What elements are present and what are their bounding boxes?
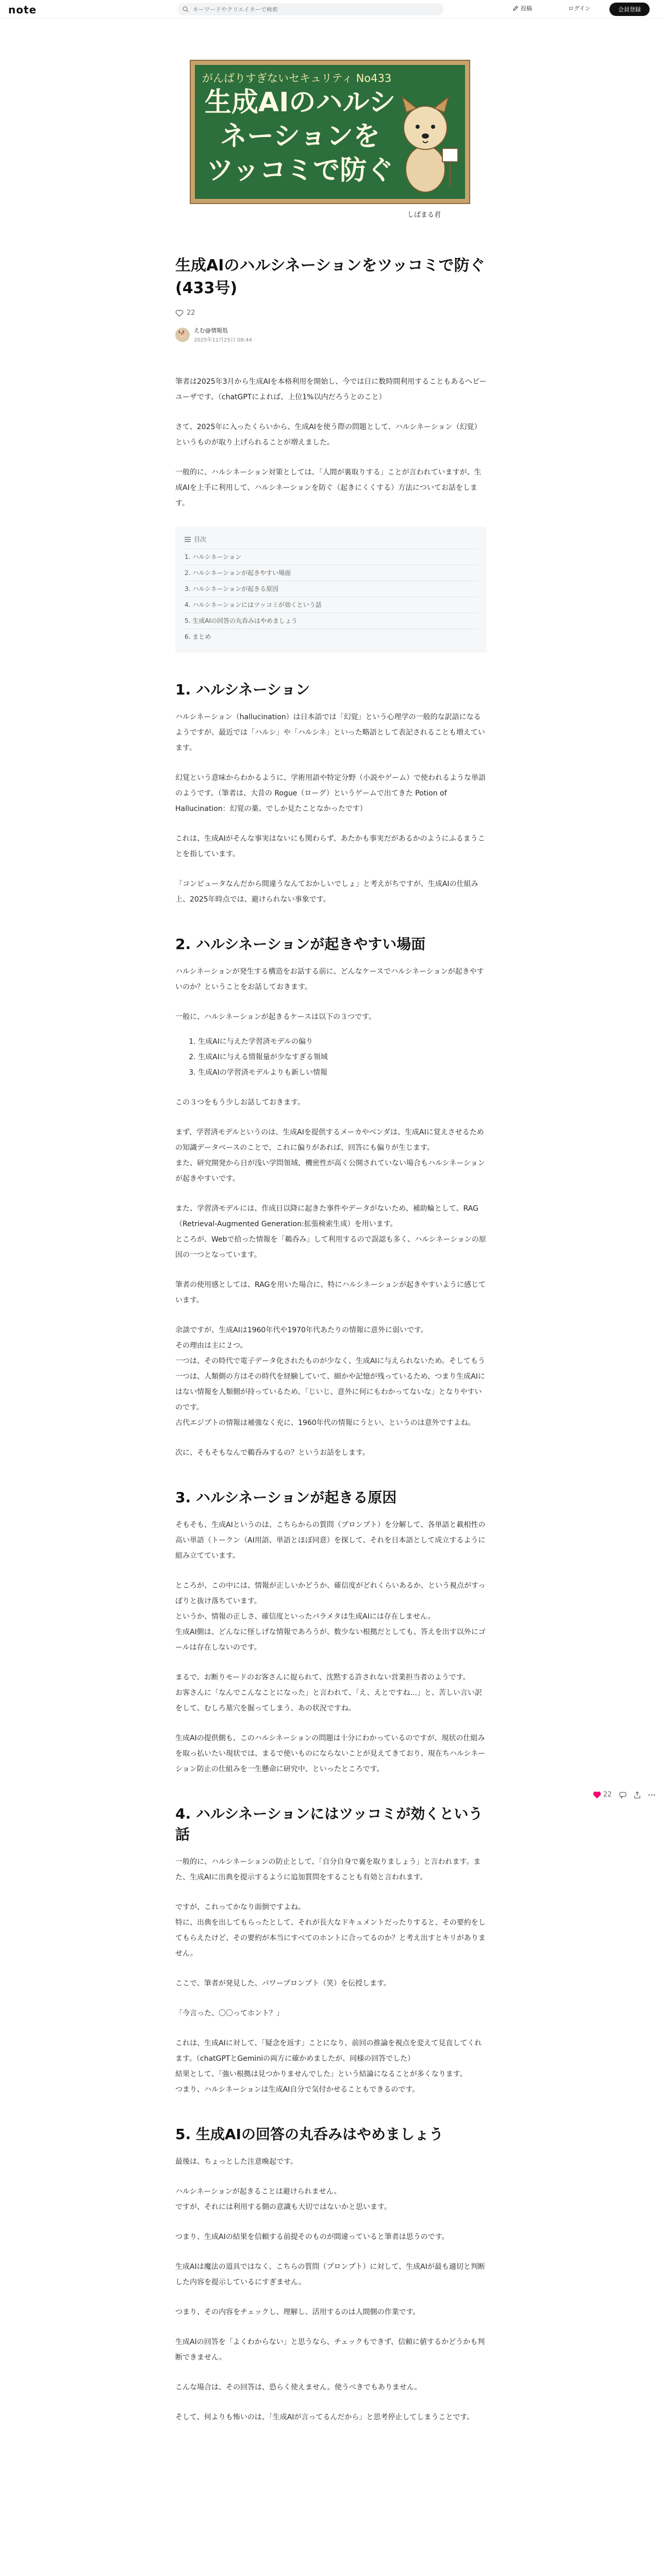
paragraph: 結果として、「強い根拠は見つかりませんでした」という結論になることが多くなります。 — [175, 2070, 467, 2078]
paragraph: ハルシネーションが発生する構造をお話する前に、どんなケースでハルシネーションが起きやすいのか？ということをお話しておきます。 — [175, 968, 484, 991]
avatar[interactable]: 🐕 — [175, 328, 190, 342]
section-heading: 5. 生成AIの回答の丸呑みはやめましょう — [175, 2126, 443, 2143]
toc-item[interactable]: 3. ハルシネーションが起きる原因 — [185, 581, 477, 597]
paragraph: 「今言った、〇〇ってホント？」 — [175, 2009, 284, 2018]
paragraph: 筆者は2025年3月から生成AIを本格利用を開始し、今では日に数時間利用することもあるヘビーユーザです。（chatGPTによれば、上位1%以内だろうとのこと） — [175, 378, 487, 401]
comment-icon[interactable] — [619, 1791, 626, 1799]
paragraph: ですが、これってかなり面倒ですよね。 — [175, 1903, 305, 1911]
heart-icon — [593, 1791, 601, 1799]
heart-icon[interactable] — [175, 310, 184, 317]
like-count: 22 — [187, 309, 195, 317]
paragraph: ハルシネーション（hallucination）は日本語では「幻覚」という心理学の一般的な訳語になるようですが、最近では「ハルシ」や「ハルシネ」といった略語として表記されることも増えています。 — [175, 713, 485, 752]
paragraph: 幻覚という意味からわかるように、学術用語や特定分野（小説やゲーム）で使われるような単語のようです。（筆者は、大昔の Rogue（ローグ）というゲームで出てきた Potion of Hallucination：幻覚の薬、でしか見たことなかったです） — [175, 774, 486, 813]
hero-title-line: 生成AIのハルシ — [204, 87, 396, 118]
paragraph: ここで、筆者が発見した、パワープロンプト（笑）を伝授します。 — [175, 1979, 391, 1988]
paragraph: これは、生成AIに対して、「疑念を返す」ことになり、前回の推論を視点を変えて見直してくれます。（chatGPTとGeminiの両方に確かめましたが、同様の回答でした） — [175, 2039, 482, 2063]
author-name[interactable]: えむ@情報処 — [194, 327, 228, 334]
cause-list — [175, 1034, 487, 1080]
login-button[interactable]: ログイン — [568, 5, 591, 12]
share-icon[interactable] — [634, 1791, 641, 1799]
list-item: 1. 生成AIに与えた学習済モデルの偏り — [198, 1034, 487, 1049]
paragraph: その理由は主に２つ。 — [175, 1342, 247, 1350]
section-heading: 2. ハルシネーションが起きやすい場面 — [175, 936, 426, 953]
paragraph: ハルシネーションが起きることは避けられません。 — [175, 2188, 341, 2196]
toc-item[interactable]: 4. ハルシネーションにはツッコミが効くという話 — [185, 597, 477, 613]
toc-item[interactable]: 2. ハルシネーションが起きやすい場面 — [185, 565, 477, 581]
paragraph: まず、学習済モデルというのは、生成AIを提供するメーカやベンダは、生成AIに覚えさせるための知識データベースのことで、これに偏りがあれば、回答にも偏りが生じます。 — [175, 1128, 484, 1152]
search-box[interactable] — [177, 3, 443, 15]
paragraph: また、研究開発から日が浅い学問領域、機密性が高く公開されていない場合もハルシネーションが起きやすいです。 — [175, 1159, 485, 1183]
paragraph: 特に、出典を出してもらったとして、それが長大なドキュメントだったりすると、その要約をしてもらえたけど、その要約が本当にすべてのホントに合ってるのか？と考え出すとキリがありません。 — [175, 1919, 486, 1958]
paragraph: まるで、お断りモードのお客さんに捉られて、沈黙する許されない営業担当者のようです。 — [175, 1673, 470, 1682]
paragraph: 一般的に、ハルシネーションの防止として、「自分自身で裏を取りましょう」と言われます。また、生成AIに出典を提示するように追加質問をすることも有効と言われます。 — [175, 1858, 481, 1882]
more-icon[interactable] — [648, 1791, 655, 1799]
hero-title-line: ネーションを — [220, 121, 380, 152]
paragraph: 一つは、その時代で電子データ化されたものが少なく、生成AIに与えられないため。そしてもう一つは、人類側の方はその時代を経験していて、細かや記憶が残っているため、つまり生成AIにはない情報を人類側が持っているため、「じいじ、意外に何にもわかってないな」となりやすいのです。 — [175, 1357, 485, 1412]
paragraph: ところが、この中には、情報が正しいかどうか、確信度がどれくらいあるか、という視点がすっぽりと抜け落ちています。 — [175, 1582, 486, 1605]
section-heading: 1. ハルシネーション — [175, 681, 310, 698]
hero-subtitle: がんばりすぎないセキュリティ No433 — [202, 72, 392, 84]
side-like-button[interactable] — [593, 1791, 612, 1799]
paragraph: 筆者の使用感としては、RAGを用いた場合に、特にハルシネーションが起きやすいように感じています。 — [175, 1281, 486, 1304]
list-icon — [185, 537, 191, 542]
section-heading: 3. ハルシネーションが起きる原因 — [175, 1489, 397, 1506]
toc-item[interactable]: 1. ハルシネーション — [185, 549, 477, 565]
mascot-dog-illustration — [387, 92, 464, 195]
paragraph: 一般に、ハルシネーションが起きるケースは以下の３つです。 — [175, 1013, 376, 1021]
paragraph: こんな場合は、その回答は、恐らく使えません。使うべきでもありません。 — [175, 2383, 422, 2392]
hero-image — [191, 61, 469, 222]
search-icon — [183, 6, 189, 12]
paragraph: ですが、それには利用する側の意識も大切ではないかと思います。 — [175, 2203, 391, 2211]
publish-date: 2025年11月25日 08:44 — [194, 337, 252, 343]
list-item: 3. 生成AIの学習済モデルよりも新しい情報 — [198, 1065, 487, 1080]
toc-item[interactable]: 5. 生成AIの回答の丸呑みはやめましょう — [185, 613, 477, 629]
paragraph: 最後は、ちょっとした注意喚起です。 — [175, 2158, 297, 2166]
paragraph: 生成AIの回答を「よくわからない」と思うなら、チェックもできず、信頼に値するかどうかも判断できません。 — [175, 2338, 485, 2362]
paragraph: つまり、ハルシネーションは生成AI自分で気付かせることもできるのです。 — [175, 2086, 420, 2094]
paragraph: そもそも、生成AIというのは、こちらからの質問（プロンプト）を分解して、各単語と載相性の高い単語（トークン（AI用語、単語とほぼ同意）を探して、それを日本語として成立するように組み立てています。 — [175, 1521, 486, 1560]
toc-item[interactable]: 6. まとめ — [185, 629, 477, 645]
hero-title-line: ツッコミで防ぐ — [206, 155, 394, 186]
post-label: 投稿 — [521, 5, 532, 12]
paragraph: 余談ですが、生成AIは1960年代や1970年代あたりの情報に意外に弱いです。 — [175, 1326, 428, 1334]
paragraph: 生成AI側は、どんなに怪しげな情報であろうが、数少ない根拠だとしても、答えを出す以外にゴールは存在しないのです。 — [175, 1628, 486, 1652]
list-item: 2. 生成AIに与える情報量が少なすぎる領域 — [198, 1049, 487, 1065]
paragraph: つまり、生成AIの結果を信頼する前提そのものが間違っていると筆者は思うのです。 — [175, 2233, 449, 2241]
section-heading: 4. ハルシネーションにはツッコミが効くという話 — [175, 1805, 483, 1843]
search-input[interactable] — [193, 6, 430, 13]
pencil-icon — [512, 5, 519, 11]
hero-caption: しばまる君 — [407, 211, 441, 219]
paragraph: 「コンピュータなんだから間違うなんておかしいでしょ」と考えがちですが、生成AIの仕組み上、2025年時点では、避けられない事象です。 — [175, 880, 478, 904]
paragraph: というか、情報の正しさ、確信度といったパラメタは生成AIには存在しません。 — [175, 1613, 435, 1621]
paragraph: お客さんに「なんでこんなことになった」と言われて、「え、えとですね...」と、苦しい言い訳をして、むしろ墓穴を掘ってしまう、あの状況ですね。 — [175, 1689, 482, 1713]
like-row — [175, 309, 487, 317]
paragraph: 生成AIは魔法の道具ではなく、こちらの質問（プロンプト）に対して、生成AIが最も適切と判断した内容を提示しているにすぎません。 — [175, 2263, 485, 2286]
paragraph: さて、2025年に入ったくらいから、生成AIを使う際の問題として、ハルシネーション（幻覚）というものが取り上げられることが増えました。 — [175, 423, 482, 447]
toc-label: 目次 — [194, 536, 207, 543]
paragraph: また、学習済モデルには、作成日以降に起きた事件やデータがないため、補助輪として、RAG（Retrieval-Augmented Generation:拡張検索生成）を用います。 — [175, 1205, 478, 1228]
register-button[interactable]: 会員登録 — [609, 3, 650, 16]
paragraph: 生成AIの提供側も、このハルシネーションの問題は十分にわかっているのですが、現状の仕組みを取っ払いたい現状では、まるで使いものにならないことが見えてきており、現在ちハルシネーション防止の仕組みを一生懸命に研究中、といったところです。 — [175, 1734, 486, 1773]
toc-header[interactable] — [185, 535, 477, 544]
paragraph: つまり、その内容をチェックし、理解し、活用するのは人間側の作業です。 — [175, 2308, 420, 2316]
paragraph: そして、何よりも怖いのは、「生成AIが言ってるんだから」と思考停止してしまうことです。 — [175, 2413, 474, 2421]
paragraph: 古代エジプトの情報は補強なく充に、1960年代の情報にうとい、というのは意外ですよね。 — [175, 1419, 475, 1427]
paragraph: これは、生成AIがそんな事実はないにも関わらず、あたかも事実だがあるかのようにふるまうことを指しています。 — [175, 835, 485, 858]
paragraph: 次に、そもそもなんで鵜呑みするの？というお話をします。 — [175, 1449, 370, 1457]
paragraph: ところが、Webで拾った情報を「鵜呑み」して利用するので誤認も多く、ハルシネーションの原因の一つとなっています。 — [175, 1235, 486, 1259]
floating-actions — [593, 1791, 655, 1799]
post-button[interactable] — [512, 4, 532, 12]
top-bar — [0, 0, 662, 19]
paragraph: この３つをもう少しお話しておきます。 — [175, 1098, 305, 1107]
paragraph: 一般的に、ハルシネーション対策としては、「人間が裏取りする」ことが言われていますが、生成AIを上手に利用して、ハルシネーションを防ぐ（起きにくくする）方法についてお話をします。 — [175, 468, 482, 507]
table-of-contents — [175, 527, 487, 653]
author-info[interactable] — [175, 326, 487, 343]
article-title: 生成AIのハルシネーションをツッコミで防ぐ(433号) — [175, 257, 485, 297]
note-logo[interactable]: note — [8, 4, 37, 16]
side-like-count: 22 — [603, 1791, 612, 1799]
article — [175, 255, 487, 2425]
hero-title — [202, 86, 398, 188]
